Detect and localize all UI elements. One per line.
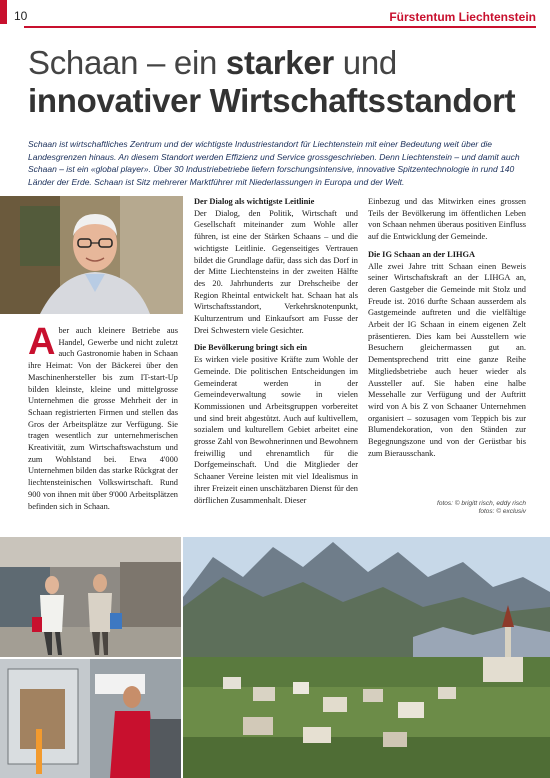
drop-cap: A [28,321,56,363]
headline-part-a: Schaan – ein [28,44,226,81]
portrait-photo [0,196,183,314]
photo-credit-2: fotos: © exclusiv [478,508,526,515]
photo-credit-1: fotos: © brigitt risch, eddy risch [437,500,526,507]
headline-part-b: und [333,44,397,81]
photo-credits [366,500,526,516]
workshop-photo [0,659,181,778]
headline-line1 [28,44,397,82]
paragraph-continuation: Einbezug und das Mitwirken eines grossen Teils der Bevölkerung im öffentlichen Leben von Schaan nehmen überaus positiven Einfluss auf die Entwicklung der Gemeinde. [368,197,526,242]
column-3 [368,196,526,465]
page-marker [0,0,7,24]
column-2 [194,196,358,512]
subheading-lihga: Die IG Schaan an der LIHGA [368,249,476,259]
paragraph-dialog: Der Dialog, den Politik, Wirtschaft und Gesellschaft miteinander zum Wohle aller führen, ist eine der Stärken Schaans – und die wichtigste Leitlinie. Gegenseitiges Vertrauen bildet die Grundlage dafür, dass sich das Dorf in der Mitte Liechtensteins in der zweiten Hälfte des 20. Jahrhunderts zur Drehscheibe der Region Rheintal entwickelt hat. Schaan hat als Wirtschaftsstandort, Verkehrsknotenpunkt, Kulturzentrum und Einkaufsort am Fusse der Drei Schwestern viele Gesichter. [194,208,358,335]
header-rule [24,26,536,28]
column-1-text: ber auch kleinere Betriebe aus Handel, Gewerbe und nicht zuletzt auch Gastronomie haben in Schaan ihre Heimat: Von der Bäckerei über den Maschinenhersteller bis zum IT-start-Up bilden kleinste, kleine und mittelgrosse Unternehmen die grosse Mehrheit der in Schaan registrierten Firmen und stellen das Gros der Arbeitsplätze zur Verfügung. Sie tragen wesentlich zur unternehmerischen Kreativität, zum Wirtschaftswachstum und zum Wohlstand bei. Etwa 4'000 Unternehmen bilden das starke Rückgrat der liechtensteinischen Volkswirtschaft. Rund 900 von ihnen mit über 9'000 Arbeitsplätzen befinden sich in Schaan. [28,326,178,511]
headline-bold: starker [225,44,334,81]
page-number: 10 [14,9,28,23]
landscape-photo [183,537,550,778]
headline-line2: innovativer Wirtschaftsstandort [28,82,516,119]
lead-paragraph: Schaan ist wirtschaftliches Zentrum und der wichtigste Industriestandort für Liechtenstein mit einer Bedeutung weit über die Landesgrenzen hinaus. An diesem Standort werden Effizienz und Service grossgeschrieben. Denn Liechtenstein – und damit auch Schaan – ist ein «global player». Über 30 Industriebetriebe liefern forschungsintensive, innovative Spitzentechnologie in rund 140 Länder der Erde. Schaan ist Sitz mehrerer Marktführer mit Niederlassungen in Europa und der Welt. [28,139,520,187]
section-title: Fürstentum Liechtenstein [389,10,536,24]
shopping-photo [0,537,181,657]
column-1 [28,321,178,512]
paragraph-population: Es wirken viele positive Kräfte zum Wohle der Gemeinde. Die politischen Entscheidungen im Gemeinderat werden in der Gemeindeverwaltung sowie in vielen Kommissionen und Arbeitsgruppen vorbereitet und sind breit abgestützt. Auch auf kultivellem, sozialem und kulturellem Gebiet arbeitet eine grosse Zahl von Bewohnerinnen und Bewohnern freiwillig und ehrenamtlich für die Dorfgemeinschaft. Und die Mitglieder der Schaaner Vereine leisten mit viel Idealismus in ihrer Freizeit einen unschätzbaren Dienst für den dörflichen Zusammenhalt. Dieser [194,355,358,505]
paragraph-lihga: Alle zwei Jahre tritt Schaan einen Beweis seiner Wirtschaftskraft an der LIHGA an, deren Gastgeber die Gemeinde mit Stolz und Freude ist. 2016 durfte Schaan ausserdem als Gastgemeinde auftreten und die vielfältige Arbeit der IG Schaan in einem eigenen Zelt präsentieren. Dies kam bei Ausstellern wie Besuchern gleichermassen gut an. Dementsprechend tritt eine ganze Reihe Mitgliedsbetriebe auch heuer wieder als Aussteller auf. Sie haben eine halbe Messehalle zur Verfügung und der Auftritt wird von A bis Z von Schaaner Unternehmen organisiert – sozusagen vom Teppich bis zur Blumendekoration, von den Ständen zur Begegnungszone und von der Gerüstbar bis zum Bierausschank. [368,261,526,458]
subheading-dialog: Der Dialog als wichtigste Leitlinie [194,197,315,206]
subheading-population: Die Bevölkerung bringt sich ein [194,343,308,353]
